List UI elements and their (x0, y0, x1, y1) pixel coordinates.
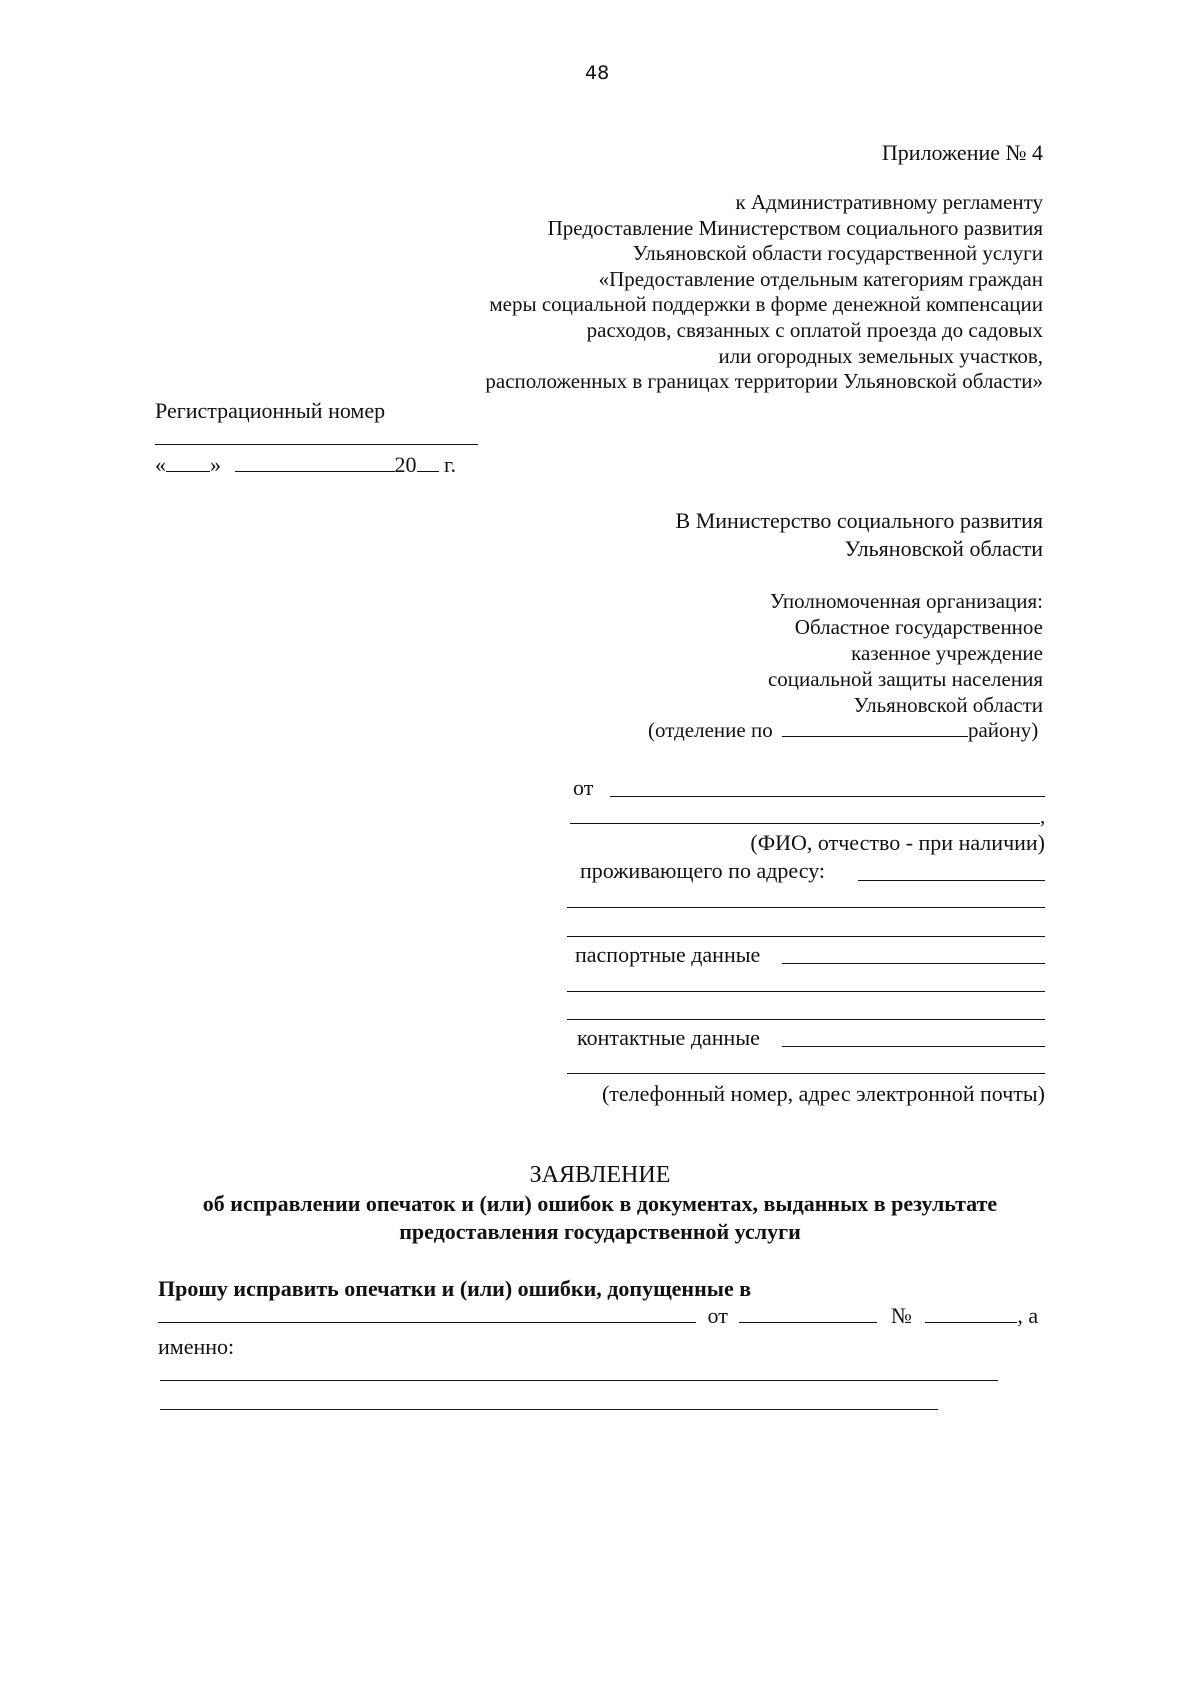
name-comma: , (1040, 804, 1046, 828)
document-from-word: от (707, 1303, 728, 1328)
branch-prefix: (отделение по (648, 718, 773, 742)
request-text: Прошу исправить опечатки и (или) ошибки, допущенные в (158, 1276, 752, 1301)
contacts-hint: (телефонный номер, адрес электронной почты) (601, 1081, 1045, 1106)
correction-field-2[interactable] (160, 1409, 938, 1410)
branch-suffix: району) (967, 718, 1039, 742)
appendix-line: расходов, связанных с оплатой проезда до садовых (586, 317, 1043, 342)
date-open-quote: « (155, 452, 166, 477)
branch-district-field[interactable] (782, 736, 968, 737)
statement-subtitle-line2: предоставления государственной услуги (399, 1219, 801, 1244)
organization-line: Уполномоченная организация: (769, 589, 1043, 613)
appendix-title: Приложение № 4 (881, 140, 1043, 165)
address-field-3[interactable] (567, 936, 1045, 937)
recipient-block (676, 507, 1043, 563)
organization-line: социальной защиты населения (767, 667, 1043, 691)
appendix-line: «Предоставление отдельным категориям граждан (598, 266, 1043, 291)
contacts-field[interactable] (782, 1046, 1045, 1047)
date-year-field[interactable] (417, 471, 439, 472)
passport-field-2[interactable] (567, 991, 1045, 992)
document-date-field[interactable] (739, 1322, 877, 1323)
passport-field-3[interactable] (567, 1019, 1045, 1020)
applicant-name-field-2[interactable] (570, 823, 1040, 824)
recipient-line: Ульяновской области (844, 536, 1043, 561)
correction-field-1[interactable] (160, 1380, 998, 1381)
appendix-reference (485, 190, 1043, 395)
fio-hint: (ФИО, отчество - при наличии) (750, 830, 1045, 855)
statement-subtitle-line1: об исправлении опечаток и (или) ошибок в документах, выданных в результате (202, 1191, 998, 1216)
recipient-line: В Министерство социального развития (675, 508, 1043, 533)
document-name-field[interactable] (158, 1322, 696, 1323)
date-close-quote: » (210, 452, 221, 477)
statement-title: ЗАЯВЛЕНИЕ (529, 1162, 671, 1188)
date-day-field[interactable] (166, 471, 210, 472)
appendix-line: Ульяновской области государственной услуги (632, 241, 1043, 266)
appendix-line: меры социальной поддержки в форме денежной компенсации (489, 292, 1043, 317)
document-tail: , а (1017, 1303, 1039, 1328)
registration-number-field[interactable] (155, 444, 478, 445)
appendix-line: Предоставление Министерством социального развития (547, 215, 1043, 240)
branch-line (648, 718, 1038, 743)
organization-line: Областное государственное (794, 615, 1043, 639)
appendix-line: или огородных земельных участков, (718, 343, 1043, 368)
organization-line: Ульяновской области (853, 693, 1043, 717)
date-month-field[interactable] (235, 471, 395, 472)
document-line (158, 1303, 1038, 1329)
document-number-sign: № (890, 1303, 912, 1328)
from-label: от (573, 775, 594, 800)
registration-date (155, 452, 456, 478)
contacts-field-2[interactable] (567, 1073, 1045, 1074)
appendix-line: расположенных в границах территории Ульяновской области» (485, 369, 1043, 394)
date-year-suffix: г. (444, 452, 457, 477)
namely-label: именно: (158, 1334, 235, 1359)
registration-label: Регистрационный номер (155, 398, 386, 423)
passport-label: паспортные данные (575, 942, 761, 967)
appendix-line: к Административному регламенту (735, 190, 1043, 214)
page-number: 48 (585, 62, 610, 84)
address-label: проживающего по адресу: (580, 858, 826, 883)
date-year-prefix: 20 (394, 452, 417, 477)
applicant-name-field[interactable] (610, 796, 1045, 797)
address-field-2[interactable] (567, 907, 1045, 908)
address-field[interactable] (858, 880, 1045, 881)
passport-field[interactable] (782, 963, 1045, 964)
contacts-label: контактные данные (577, 1025, 760, 1050)
document-number-field[interactable] (925, 1322, 1017, 1323)
organization-block (768, 588, 1043, 718)
organization-line: казенное учреждение (851, 641, 1043, 665)
